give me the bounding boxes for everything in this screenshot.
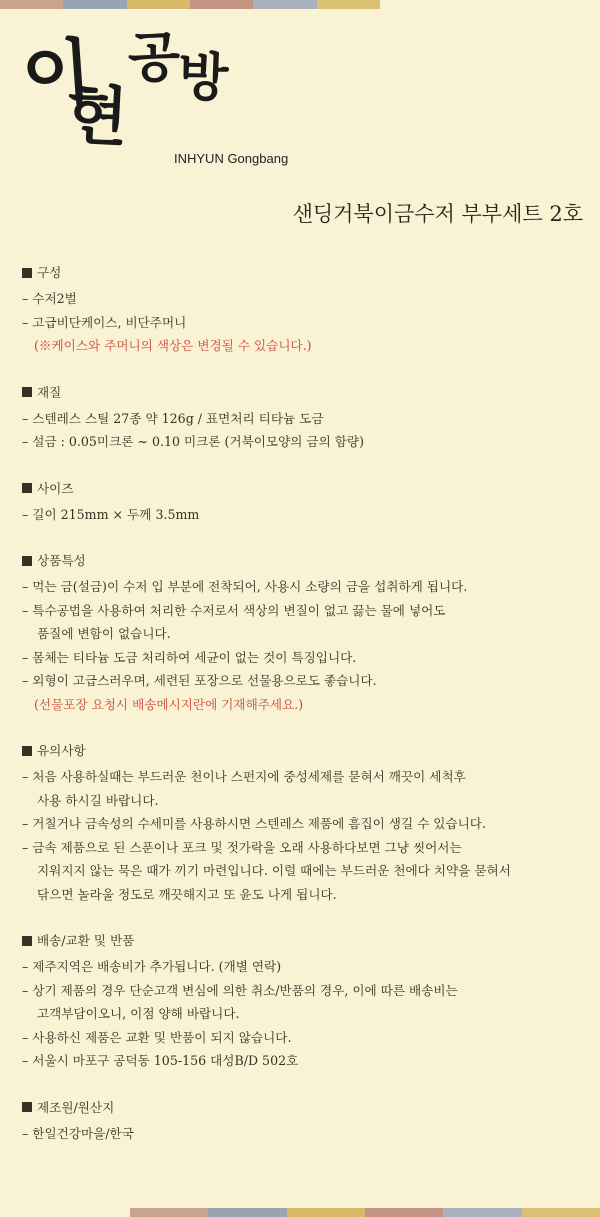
product-title: 샌딩거북이금수저 부부세트 2호 xyxy=(292,202,583,226)
section-line: – 금속 제품으로 된 스푼이나 포크 및 젓가락을 오래 사용하다보면 그냥 씻어서는 xyxy=(22,839,462,855)
section-line: – 사용하신 제품은 교환 및 반품이 되지 않습니다. xyxy=(22,1029,292,1045)
section-heading xyxy=(22,1097,582,1118)
section-line: – 한일건강마을/한국 xyxy=(22,1125,134,1141)
section-note: (※케이스와 주머니의 색상은 변경될 수 있습니다.) xyxy=(34,338,312,353)
section-line: – 상기 제품의 경우 단순고객 변심에 의한 취소/반품의 경우, 이에 따른 배송비는 xyxy=(22,982,458,998)
stripe-segment xyxy=(63,0,126,9)
section-title: 배송/교환 및 반품 xyxy=(37,933,135,948)
square-bullet-icon xyxy=(22,1102,32,1112)
square-bullet-icon xyxy=(22,746,32,756)
section-note: (선물포장 요청시 배송메시지란에 기재해주세요.) xyxy=(34,696,304,712)
section-line: – 길이 215mm × 두께 3.5mm xyxy=(22,506,200,522)
product-info xyxy=(22,262,582,1169)
section-line: – 특수공법을 사용하여 처리한 수저로서 색상의 변질이 없고 끓는 물에 넣어도 xyxy=(22,602,446,618)
section-heading xyxy=(22,550,582,571)
section-line: – 서울시 마포구 공덕동 105-156 대성B/D 502호 xyxy=(22,1053,299,1068)
stripe-segment xyxy=(253,0,316,9)
info-section xyxy=(22,1097,582,1146)
stripe-segment xyxy=(130,1208,208,1217)
section-title: 제조원/원산지 xyxy=(37,1099,115,1115)
brand-subtitle: INHYUN Gongbang xyxy=(174,151,289,166)
info-section xyxy=(22,740,582,906)
section-heading xyxy=(22,262,582,283)
section-line: 고객부담이오니, 이점 양해 바랍니다. xyxy=(37,1006,240,1021)
info-section xyxy=(22,550,582,716)
section-line: – 외형이 고급스러우며, 세련된 포장으로 선물용으로도 좋습니다. xyxy=(22,673,377,688)
section-title: 사이즈 xyxy=(37,480,74,496)
section-line: 사용 하시길 바랍니다. xyxy=(37,792,159,808)
stripe-segment xyxy=(317,0,380,9)
section-heading xyxy=(22,740,582,761)
section-line: 품질에 변함이 없습니다. xyxy=(37,626,171,641)
section-title: 상품특성 xyxy=(37,553,86,568)
stripe-segment xyxy=(208,1208,286,1217)
info-section xyxy=(22,930,582,1073)
section-line: – 거칠거나 금속성의 수세미를 사용하시면 스텐레스 제품에 흠집이 생길 수 있습니다. xyxy=(22,816,486,831)
section-title: 구성 xyxy=(37,265,62,280)
section-heading xyxy=(22,930,582,951)
square-bullet-icon xyxy=(22,483,32,493)
section-title: 재질 xyxy=(37,384,62,400)
section-heading xyxy=(22,382,582,403)
section-line: – 처음 사용하실때는 부드러운 천이나 스펀지에 중성세제를 묻혀서 깨끗이 세척후 xyxy=(22,769,466,784)
section-heading xyxy=(22,478,582,499)
logo-glyph: 이 xyxy=(19,28,91,119)
section-title: 유의사항 xyxy=(37,743,86,758)
top-decorative-stripe xyxy=(0,0,380,9)
stripe-segment xyxy=(365,1208,443,1217)
stripe-segment xyxy=(0,0,63,9)
bottom-decorative-stripe xyxy=(130,1208,600,1217)
section-line: – 스텐레스 스틸 27종 약 126g / 표면처리 티타늄 도금 xyxy=(22,410,324,426)
section-line: – 고급비단케이스, 비단주머니 xyxy=(22,314,187,330)
section-line: 닦으면 놀라울 정도로 깨끗해지고 또 윤도 나게 됩니다. xyxy=(37,886,337,902)
info-section xyxy=(22,262,582,358)
stripe-segment xyxy=(443,1208,521,1217)
stripe-segment xyxy=(127,0,190,9)
info-section xyxy=(22,382,582,454)
logo-glyph: 방 xyxy=(176,46,226,109)
section-line: – 제주지역은 배송비가 추가됩니다. (개별 연락) xyxy=(22,959,282,974)
square-bullet-icon xyxy=(22,556,32,566)
stripe-segment xyxy=(287,1208,365,1217)
brand-logo xyxy=(19,24,289,170)
section-line: – 설금 : 0.05미크론 ~ 0.10 미크론 (거북이모양의 금의 함량) xyxy=(22,434,365,449)
section-line: 지워지지 않는 묵은 때가 끼기 마련입니다. 이럴 때에는 부드러운 천에다 치약을 묻혀서 xyxy=(37,863,511,878)
square-bullet-icon xyxy=(22,268,32,278)
stripe-segment xyxy=(522,1208,600,1217)
section-line: – 몸체는 티타늄 도금 처리하여 세균이 없는 것이 특징입니다. xyxy=(22,649,357,665)
info-section xyxy=(22,478,582,527)
stripe-segment xyxy=(190,0,253,9)
section-line: – 수저2벌 xyxy=(22,291,77,306)
section-line: – 먹는 금(설금)이 수저 입 부분에 전착되어, 사용시 소량의 금을 섭취하게 됩니다. xyxy=(22,579,468,594)
logo-glyph: 현 xyxy=(64,77,126,156)
logo-glyph: 공 xyxy=(126,24,178,90)
square-bullet-icon xyxy=(22,387,32,397)
square-bullet-icon xyxy=(22,936,32,946)
